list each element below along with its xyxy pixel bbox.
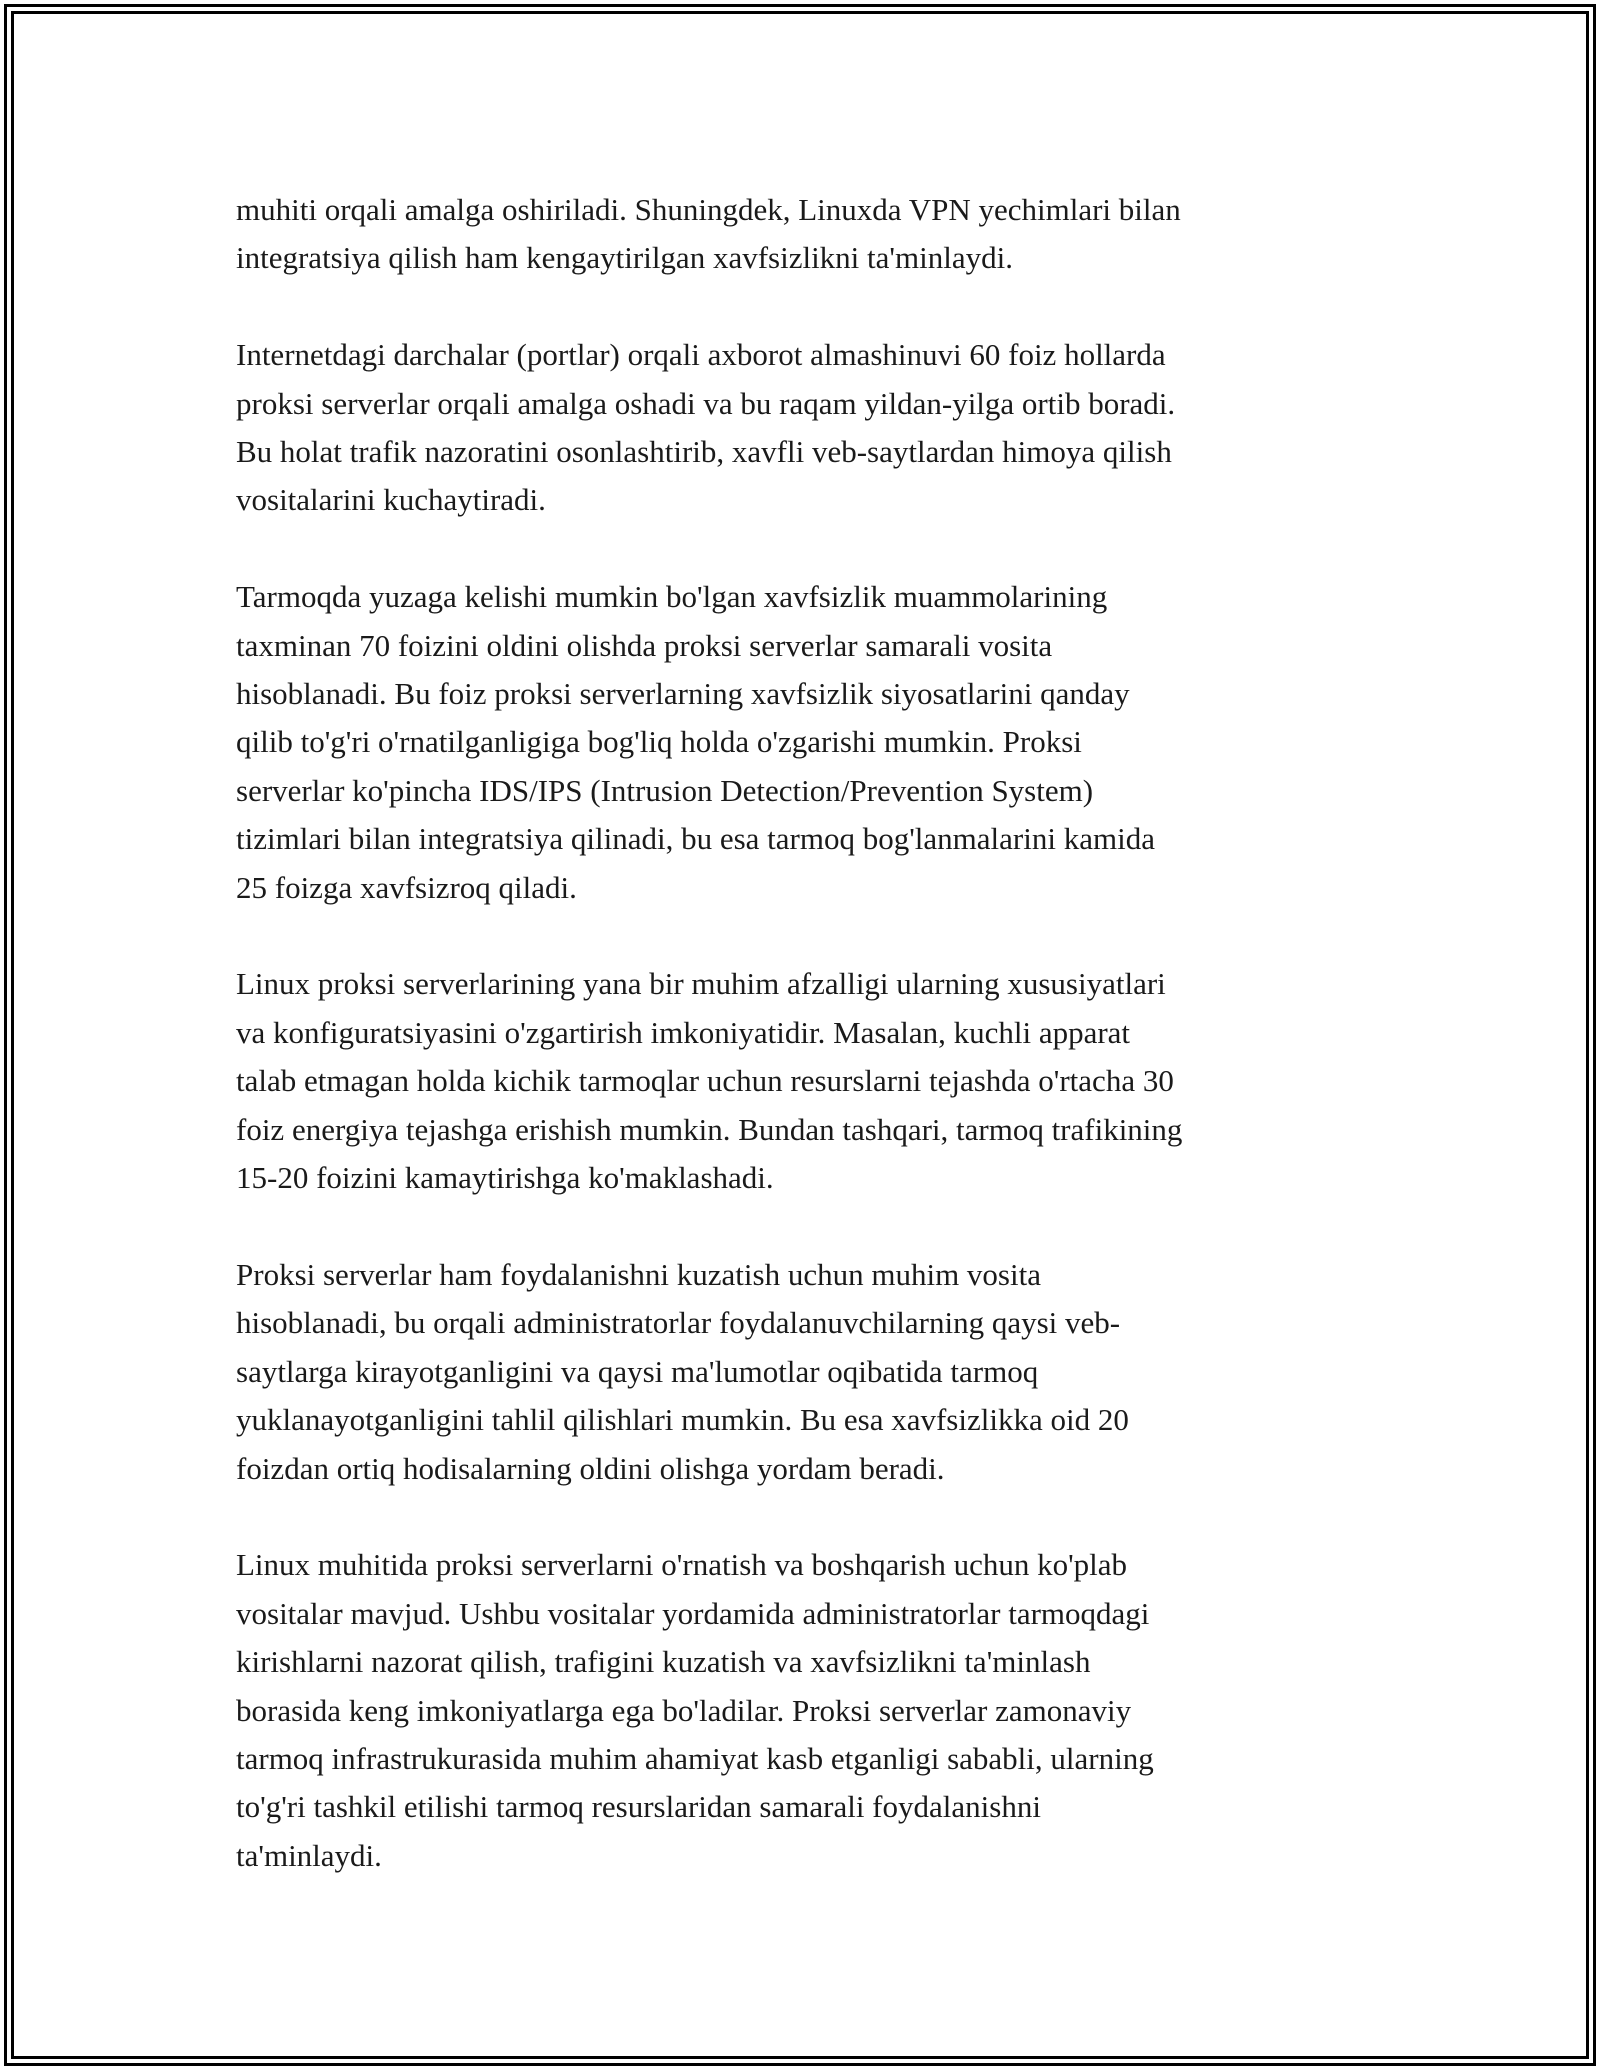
- paragraph-linux-advantages: Linux proksi serverlarining yana bir muhim afzalligi ularning xususiyatlari va konfiguratsiyasini o'zgartirish imkoniyatidir. Masalan, kuchli apparat talab etmagan holda kichik tarmoqlar uchun resurslarni tejashda o'rtacha 30 foiz energiya tejashga erishish mumkin. Bundan tashqari, tarmoq trafikining 15-20 foizini kamaytirishga ko'maklashadi.: [236, 966, 1183, 1196]
- paragraph-vpn-integration: muhiti orqali amalga oshiriladi. Shuningdek, Linuxda VPN yechimlari bilan integratsiya qilish ham kengaytirilgan xavfsizlikni ta'minlaydi.: [236, 192, 1181, 276]
- paragraph-ports-exchange: Internetdagi darchalar (portlar) orqali axborot almashinuvi 60 foiz hollarda proksi serverlar orqali amalga oshadi va bu raqam yildan-yilga ortib boradi. Bu holat trafik nazoratini osonlashtirib, xavfli veb-saytlardan himoya qilish vositalarini kuchaytiradi.: [236, 337, 1176, 518]
- paragraph-usage-monitoring: Proksi serverlar ham foydalanishni kuzatish uchun muhim vosita hisoblanadi, bu orqali administratorlar foydalanuvchilarning qaysi veb- saytlarga kirayotganligini va qaysi ma'lumotlar oqibatida tarmoq yuklanayotganligini tahlil qilishlari mumkin. Bu esa xavfsizlikka oid 20 foizdan ortiq hodisalarning oldini olishga yordam beradi.: [236, 1256, 1129, 1486]
- document-body: [236, 186, 1366, 1880]
- paragraph-security-problems: Tarmoqda yuzaga kelishi mumkin bo'lgan xavfsizlik muammolarining taxminan 70 foizini oldini olishda proksi serverlar samarali vosita hisoblanadi. Bu foiz proksi serverlarning xavfsizlik siyosatlarini qanday qilib to'g'ri o'rnatilganligiga bog'liq holda o'zgarishi mumkin. Proksi serverlar ko'pincha IDS/IPS (Intrusion Detection/Prevention System) tizimlari bilan integratsiya qilinadi, bu esa tarmoq bog'lanmalarini kamida 25 foizga xavfsizroq qiladi.: [236, 579, 1155, 905]
- paragraph-management-tools: Linux muhitida proksi serverlarni o'rnatish va boshqarish uchun ko'plab vositalar mavjud. Ushbu vositalar yordamida administratorlar tarmoqdagi kirishlarni nazorat qilish, trafigini kuzatish va xavfsizlikni ta'minlash borasida keng imkoniyatlarga ega bo'ladilar. Proksi serverlar zamonaviy tarmoq infrastrukurasida muhim ahamiyat kasb etganligi sababli, ularning to'g'ri tashkil etilishi tarmoq resurslaridan samarali foydalanishni ta'minlaydi.: [236, 1547, 1154, 1873]
